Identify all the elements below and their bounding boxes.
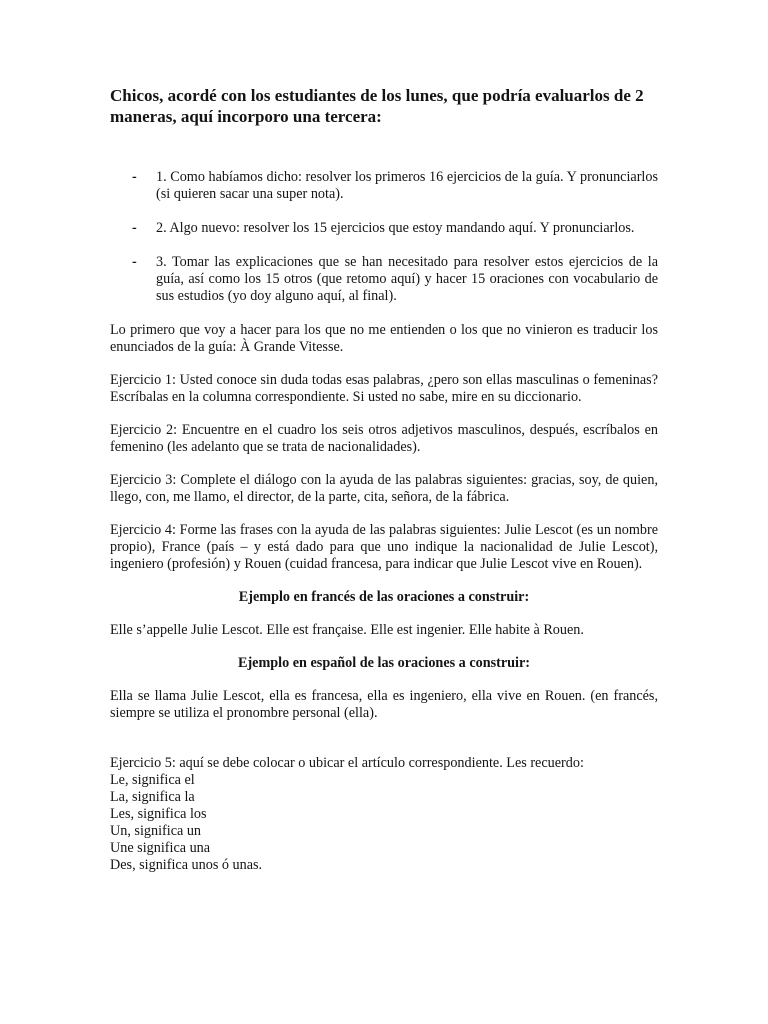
ejercicio-5-intro: Ejercicio 5: aquí se debe colocar o ubicar el artículo correspondiente. Les recuerdo: xyxy=(110,755,584,771)
article-line: Les, significa los xyxy=(110,806,207,822)
document-page xyxy=(110,85,658,874)
intro-paragraph: Lo primero que voy a hacer para los que no me entienden o los que no vinieron es traducir los enunciados de la guía: À Grande Vitesse. xyxy=(110,322,658,355)
list-dash: - xyxy=(132,169,137,185)
ejercicio-1-paragraph: Ejercicio 1: Usted conoce sin duda todas esas palabras, ¿pero son ellas masculinas o femeninas? Escríbalas en la columna correspondiente. Si usted no sabe, mire en su diccionario. xyxy=(110,372,658,405)
list-item xyxy=(110,169,658,203)
ejercicio-5-block xyxy=(110,755,658,874)
ejemplo-frances-text: Elle s’appelle Julie Lescot. Elle est française. Elle est ingenier. Elle habite à Rouen. xyxy=(110,622,584,638)
ejemplo-frances-title: Ejemplo en francés de las oraciones a construir: xyxy=(238,589,530,605)
ejercicio-3-paragraph: Ejercicio 3: Complete el diálogo con la ayuda de las palabras siguientes: gracias, soy, de quien, llego, con, me llamo, el director, de la parte, cita, señora, de la fábrica. xyxy=(110,472,658,505)
ejercicio-2-paragraph: Ejercicio 2: Encuentre en el cuadro los seis otros adjetivos masculinos, después, escríbalos en femenino (les adelanto que se trata de nacionalidades). xyxy=(110,422,658,455)
list-item-text: 2. Algo nuevo: resolver los 15 ejercicios que estoy mandando aquí. Y pronunciarlos. xyxy=(156,220,635,236)
article-line: Le, significa el xyxy=(110,772,195,788)
list-item-text: 1. Como habíamos dicho: resolver los primeros 16 ejercicios de la guía. Y pronunciarlos (si quieren sacar una super nota). xyxy=(156,169,658,202)
list-item-text: 3. Tomar las explicaciones que se han necesitado para resolver estos ejercicios de la guía, así como los 15 otros (que retomo aquí) y hacer 15 oraciones con vocabulario de sus estudios (yo doy alguno aquí, al final). xyxy=(156,254,658,304)
list-dash: - xyxy=(132,254,137,270)
list-item xyxy=(110,254,658,305)
ejemplo-espanol-title: Ejemplo en español de las oraciones a construir: xyxy=(237,655,530,671)
document-heading: Chicos, acordé con los estudiantes de los lunes, que podría evaluarlos de 2 maneras, aquí incorporo una tercera: xyxy=(110,86,644,126)
article-line: Des, significa unos ó unas. xyxy=(110,857,263,873)
list-item xyxy=(110,220,658,237)
article-line: Un, significa un xyxy=(110,823,202,839)
list-dash: - xyxy=(132,220,137,236)
spacer xyxy=(110,738,658,755)
article-line: Une significa una xyxy=(110,840,211,856)
evaluation-options-list xyxy=(110,169,658,305)
ejemplo-espanol-text: Ella se llama Julie Lescot, ella es francesa, ella es ingeniero, ella vive en Rouen. (en francés, siempre se utiliza el pronombre personal (ella). xyxy=(110,688,658,721)
article-line: La, significa la xyxy=(110,789,195,805)
ejercicio-4-paragraph: Ejercicio 4: Forme las frases con la ayuda de las palabras siguientes: Julie Lescot (es un nombre propio), France (país – y está dado para que uno indique la nacionalidad de Julie Lescot), ingeniero (profesión) y Rouen (cuidad francesa, para indicar que Julie Lescot vive en Rouen). xyxy=(110,522,658,572)
